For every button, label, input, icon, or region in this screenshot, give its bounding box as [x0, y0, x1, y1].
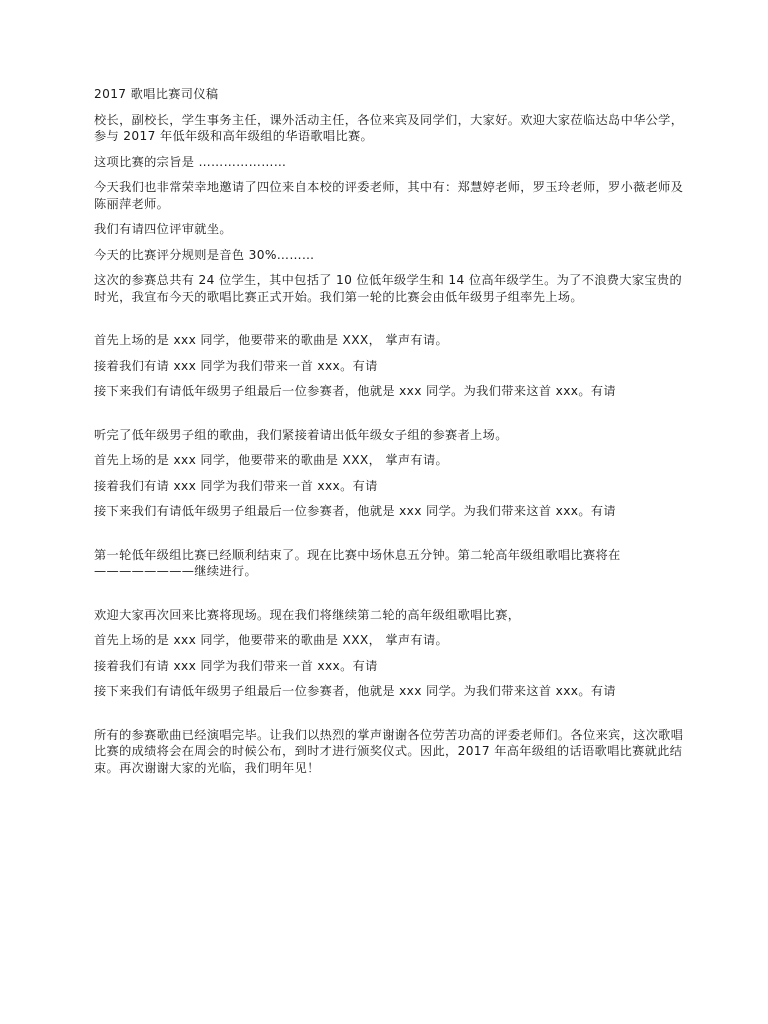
paragraph-judges-intro: 今天我们也非常荣幸地邀请了四位来自本校的评委老师，其中有：郑慧婷老师，罗玉玲老师，罗小薇老师及陈丽萍老师。 — [94, 180, 684, 211]
document-body — [94, 86, 684, 785]
paragraph-judges-seated: 我们有请四位评审就坐。 — [94, 222, 232, 236]
paragraph-purpose: 这项比赛的宗旨是 ………………… — [94, 154, 287, 169]
paragraph-round1-girls-intro: 听完了低年级男子组的歌曲，我们紧接着请出低年级女子组的参赛者上场。 — [94, 427, 508, 442]
paragraph-round1-boys-last: 接下来我们有请低年级男子组最后一位参赛者，他就是 xxx 同学。为我们带来这首 xxx。有请 — [94, 384, 616, 398]
paragraph-closing: 所有的参赛歌曲已经演唱完毕。让我们以热烈的掌声谢谢各位劳苦功高的评委老师们。各位来宾，这次歌唱比赛的成绩将会在周会的时候公布，到时才进行颁奖仪式。因此，2017 年高年级组的话语歌唱比赛就此结束。再次谢谢大家的光临，我们明年见！ — [94, 727, 684, 775]
paragraph-intermission: 第一轮低年级组比赛已经顺利结束了。现在比赛中场休息五分钟。第二轮高年级组歌唱比赛将在————————继续进行。 — [94, 547, 621, 578]
paragraph-round1-girls-next: 接着我们有请 xxx 同学为我们带来一首 xxx。有请 — [94, 478, 378, 493]
paragraph-round1-boys-next: 接着我们有请 xxx 同学为我们带来一首 xxx。有请 — [94, 358, 378, 373]
paragraph-round1-boys-first: 首先上场的是 xxx 同学，他要带来的歌曲是 XXX， 掌声有请。 — [94, 333, 449, 347]
paragraph-round2-last: 接下来我们有请低年级男子组最后一位参赛者，他就是 xxx 同学。为我们带来这首 xxx。有请 — [94, 684, 616, 698]
document-title: 2017 歌唱比赛司仪稿 — [94, 87, 219, 101]
paragraph-opening-greeting: 校长，副校长，学生事务主任，课外活动主任，各位来宾及同学们，大家好。欢迎大家莅临达岛中华公学，参与 2017 年低年级和高年级组的华语歌唱比赛。 — [94, 112, 684, 143]
paragraph-round2-welcome: 欢迎大家再次回来比赛将现场。现在我们将继续第二轮的高年级组歌唱比赛， — [94, 607, 521, 622]
paragraph-round2-next: 接着我们有请 xxx 同学为我们带来一首 xxx。有请 — [94, 658, 378, 673]
paragraph-round1-girls-last: 接下来我们有请低年级男子组最后一位参赛者，他就是 xxx 同学。为我们带来这首 xxx。有请 — [94, 504, 616, 518]
paragraph-round1-girls-first: 首先上场的是 xxx 同学，他要带来的歌曲是 XXX， 掌声有请。 — [94, 453, 449, 467]
paragraph-scoring-rules: 今天的比赛评分规则是音色 30%……… — [94, 247, 315, 262]
paragraph-round2-first: 首先上场的是 xxx 同学，他要带来的歌曲是 XXX， 掌声有请。 — [94, 633, 449, 647]
paragraph-competition-start: 这次的参赛总共有 24 位学生，其中包括了 10 位低年级学生和 14 位高年级学生。为了不浪费大家宝贵的时光，我宣布今天的歌唱比赛正式开始。我们第一轮的比赛会由低年级男子组率先上场。 — [94, 273, 683, 304]
